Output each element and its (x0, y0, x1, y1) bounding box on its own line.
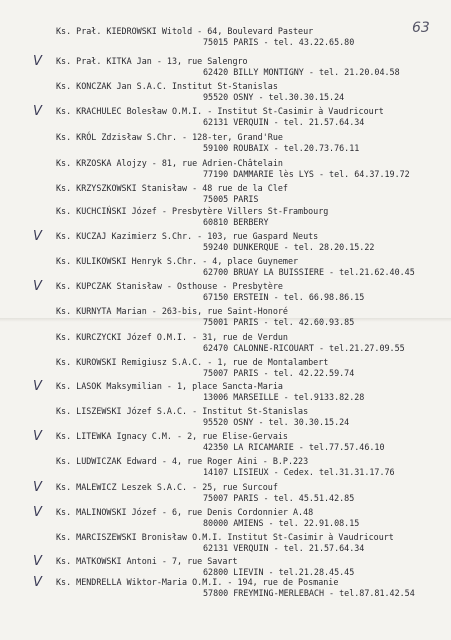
entry-city-phone: 57800 FREYMING-MERLEBACH - tel.87.81.42.54 (203, 588, 415, 598)
entry-city-phone: 80000 AMIENS - tel. 22.91.08.15 (203, 518, 360, 528)
entry-city-phone: 75001 PARIS - tel. 42.60.93.85 (203, 317, 355, 327)
entry-name-address: Ks. KUCHCIŃSKI Józef - Presbytère Villers St-Frambourg (56, 206, 329, 216)
handwritten-check-mark: V (33, 229, 42, 244)
entry-name-address: Ks. KUPCZAK Stanisław - Osthouse - Presbytère (56, 281, 283, 291)
entry-city-phone: 14107 LISIEUX - Cedex. tel.31.31.17.76 (203, 467, 395, 477)
entry-city-phone: 60810 BERBERY (203, 217, 269, 227)
entry-name-address: Ks. KRÓL Zdzisław S.Chr. - 128-ter, Grand'Rue (56, 132, 283, 142)
handwritten-check-mark: V (33, 505, 42, 520)
entry-city-phone: 13006 MARSEILLE - tel.9133.82.28 (203, 392, 365, 402)
entry-city-phone: 77190 DAMMARIE lès LYS - tel. 64.37.19.72 (203, 169, 410, 179)
entry-city-phone: 67150 ERSTEIN - tel. 66.98.86.15 (203, 292, 365, 302)
handwritten-check-mark: V (33, 575, 42, 590)
handwritten-check-mark: V (33, 379, 42, 394)
handwritten-check-mark: V (33, 554, 42, 569)
entry-city-phone: 62420 BILLY MONTIGNY - tel. 21.20.04.58 (203, 67, 400, 77)
entry-name-address: Ks. LASOK Maksymilian - 1, place Sancta-Maria (56, 381, 283, 391)
entry-city-phone: 95520 OSNY - tel.30.30.15.24 (203, 92, 345, 102)
entry-city-phone: 62470 CALONNE-RICOUART - tel.21.27.09.55 (203, 343, 405, 353)
entry-name-address: Ks. KUCZAJ Kazimierz S.Chr. - 103, rue Gaspard Neuts (56, 231, 319, 241)
entry-name-address: Ks. LISZEWSKI Józef S.A.C. - Institut St-Stanislas (56, 406, 309, 416)
entry-name-address: Ks. Prał. KIEDROWSKI Witold - 64, Boulevard Pasteur (56, 26, 314, 36)
entry-city-phone: 42350 LA RICAMARIE - tel.77.57.46.10 (203, 442, 385, 452)
entry-city-phone: 62800 LIEVIN - tel.21.28.45.45 (203, 567, 355, 577)
entry-city-phone: 59240 DUNKERQUE - tel. 28.20.15.22 (203, 242, 375, 252)
entry-city-phone: 59100 ROUBAIX - tel.20.73.76.11 (203, 143, 360, 153)
entry-name-address: Ks. KURNYTA Marian - 263-bis, rue Saint-Honoré (56, 306, 288, 316)
entry-city-phone: 75007 PARIS - tel. 42.22.59.74 (203, 368, 355, 378)
handwritten-check-mark: V (33, 54, 42, 69)
entry-name-address: Ks. LUDWICZAK Edward - 4, rue Roger Aini - B.P.223 (56, 456, 309, 466)
entry-name-address: Ks. KRZOSKA Alojzy - 81, rue Adrien-Châtelain (56, 158, 283, 168)
entry-name-address: Ks. MENDRELLA Wiktor-Maria O.M.I. - 194, rue de Posmanie (56, 577, 339, 587)
entry-name-address: Ks. KURCZYCKI Józef O.M.I. - 31, rue de Verdun (56, 332, 288, 342)
entry-name-address: Ks. KONCZAK Jan S.A.C. Institut St-Stanislas (56, 81, 278, 91)
handwritten-check-mark: V (33, 104, 42, 119)
page-number: 63 (412, 20, 430, 36)
entry-name-address: Ks. KULIKOWSKI Henryk S.Chr. - 4, place Guynemer (56, 256, 299, 266)
entry-name-address: Ks. MARCISZEWSKI Bronisław O.M.I. Institut St-Casimir à Vaudricourt (56, 532, 394, 542)
entry-city-phone: 62131 VERQUIN - tel. 21.57.64.34 (203, 543, 365, 553)
handwritten-check-mark: V (33, 429, 42, 444)
entry-name-address: Ks. MALEWICZ Leszek S.A.C. - 25, rue Surcouf (56, 482, 278, 492)
entry-name-address: Ks. KUROWSKI Remigiusz S.A.C. - 1, rue de Montalambert (56, 357, 329, 367)
entry-name-address: Ks. MATKOWSKI Antoni - 7, rue Savart (56, 556, 238, 566)
entry-name-address: Ks. MALINOWSKI Józef - 6, rue Denis Cordonnier A.48 (56, 507, 314, 517)
handwritten-check-mark: V (33, 480, 42, 495)
entry-city-phone: 75005 PARIS (203, 194, 259, 204)
entry-city-phone: 95520 OSNY - tel. 30.30.15.24 (203, 417, 350, 427)
entry-name-address: Ks. KRACHULEC Bolesław O.M.I. - Institut St-Casimir à Vaudricourt (56, 106, 384, 116)
handwritten-check-mark: V (33, 279, 42, 294)
entry-city-phone: 75007 PARIS - tel. 45.51.42.85 (203, 493, 355, 503)
entry-city-phone: 75015 PARIS - tel. 43.22.65.80 (203, 37, 355, 47)
entry-city-phone: 62131 VERQUIN - tel. 21.57.64.34 (203, 117, 365, 127)
entry-name-address: Ks. Prał. KITKA Jan - 13, rue Salengro (56, 56, 248, 66)
entry-name-address: Ks. LITEWKA Ignacy C.M. - 2, rue Elise-Gervais (56, 431, 288, 441)
entry-city-phone: 62700 BRUAY LA BUISSIERE - tel.21.62.40.45 (203, 267, 415, 277)
entry-name-address: Ks. KRZYSZKOWSKI Stanisław - 48 rue de la Clef (56, 183, 288, 193)
